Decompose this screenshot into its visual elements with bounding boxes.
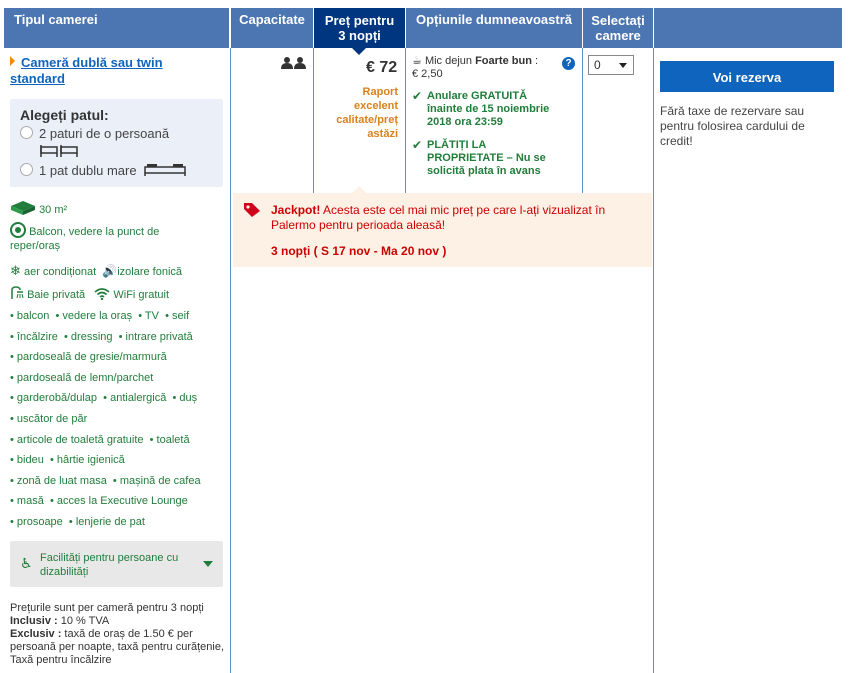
header-select-line2: camere: [595, 28, 641, 43]
room-name-link[interactable]: Cameră dublă sau twin standard: [10, 55, 163, 86]
amenity-row: • zonă de luat masa • mașină de cafea: [10, 474, 201, 487]
column-divider: [653, 48, 654, 673]
jackpot-nights: 3 nopți ( S 17 nov - Ma 20 nov ): [271, 244, 447, 258]
jackpot-pointer: [352, 186, 366, 193]
amenity-item: lenjerie de pat: [75, 516, 145, 528]
amenity-item: garderobă/dulap: [16, 392, 98, 405]
bed-option-double[interactable]: 1 pat dublu mare: [20, 163, 137, 178]
amenity-item: hârtie igienică: [56, 454, 125, 467]
bed-choice-title: Alegeți patul:: [20, 107, 109, 123]
radio-twin[interactable]: [20, 126, 33, 139]
amenity-item: zonă de luat masa: [16, 474, 107, 487]
shower-icon: [10, 286, 24, 300]
header-select-line1: Selectați: [591, 13, 645, 28]
room-climate: ❄ aer condiționat 🔊izolare fonică: [10, 263, 183, 278]
amenity-item: antialergică: [110, 392, 167, 405]
room-bath-wifi: Baie privată WiFi gratuit: [10, 286, 230, 302]
amenity-row: • uscător de păr: [10, 413, 88, 425]
wifi-icon: [94, 287, 110, 300]
header-reserve: [654, 8, 842, 48]
amenity-item: pardoseală de gresie/marmură: [16, 351, 167, 364]
wheelchair-icon: ♿: [20, 555, 33, 571]
header-select-rooms: [583, 8, 653, 48]
header-options: Opțiunile dumneavoastră: [406, 8, 582, 48]
amenity-row: • articole de toaletă gratuite • toaletă: [10, 433, 190, 446]
amenity-row: • încălzire • dressing • intrare privată: [10, 330, 193, 343]
amenity-item: mașină de cafea: [119, 474, 201, 487]
amenity-item: balcon: [16, 310, 50, 322]
amenity-item: acces la Executive Lounge: [56, 495, 188, 508]
breakfast-option: ☕ Mic dejun Foarte bun : € 2,50: [412, 55, 539, 80]
room-size: 30 m²: [10, 200, 230, 217]
twin-beds-icon: [40, 144, 80, 158]
help-icon[interactable]: ?: [562, 57, 575, 70]
header-price-pointer: [352, 48, 366, 55]
amenity-item: uscător de păr: [16, 413, 88, 425]
amenity-item: seif: [172, 310, 190, 322]
amenity-item: bideu: [16, 454, 44, 467]
column-divider: [230, 48, 231, 673]
header-price-line2: 3 nopți: [338, 28, 381, 43]
snowflake-icon: ❄: [10, 263, 21, 278]
expand-arrow-icon: [10, 56, 15, 66]
amenity-item: pardoseală de lemn/parchet: [16, 371, 154, 384]
speaker-icon: 🔊: [102, 264, 118, 278]
jackpot-banner: [233, 193, 652, 267]
double-bed-icon: [144, 163, 186, 177]
column-divider: [405, 48, 406, 193]
room-quantity-select[interactable]: 0: [588, 55, 634, 75]
room-view: Balcon, vedere la punct de reper/oraș: [10, 222, 230, 253]
amenity-item: încălzire: [16, 330, 58, 343]
jackpot-text: Jackpot! Acesta este cel mai mic preț pe care l-ați vizualizat în Palermo pentru perioada aleasă!: [271, 203, 606, 232]
amenity-row: • masă • acces la Executive Lounge: [10, 495, 188, 508]
amenity-row: • prosoape • lenjerie de pat: [10, 516, 145, 528]
amenity-item: dressing: [70, 330, 113, 343]
column-divider: [313, 48, 314, 193]
price-notes: Prețurile sunt per cameră pentru 3 nopți Inclusiv : 10 % TVA Exclusiv : taxă de oraș de 1.50 € per persoană per noapte, taxă pentru curățenie, Taxă pentru încălzire: [10, 602, 225, 666]
price-amount: € 72: [366, 59, 398, 76]
chevron-down-icon: [203, 561, 213, 567]
amenity-item: intrare privată: [125, 330, 193, 343]
eye-icon: [10, 222, 26, 238]
tag-icon: [243, 202, 261, 218]
amenity-row: • bideu • hârtie igienică: [10, 454, 125, 467]
amenity-item: vedere la oraș: [62, 310, 133, 322]
amenity-row: • balcon • vedere la oraș • TV • seif: [10, 310, 190, 322]
dropdown-arrow-icon: [619, 63, 627, 68]
size-icon: [10, 200, 36, 216]
value-badge: Raport excelent calitate/preț astăzi: [336, 86, 398, 140]
disability-facilities-toggle[interactable]: ♿ Facilități pentru persoane cu dizabilități: [10, 541, 223, 587]
header-price: [314, 8, 405, 48]
column-divider: [582, 48, 583, 193]
amenity-item: masă: [16, 495, 44, 508]
pay-at-property: ✔ PLĂTIȚI LA PROPRIETATE – Nu se solicită plata în avans: [412, 138, 546, 177]
amenity-item: duș: [179, 392, 198, 405]
amenity-row: • garderobă/dulap • antialergică • duș: [10, 392, 198, 405]
bed-option-twin[interactable]: 2 paturi de o persoană: [20, 126, 169, 141]
header-capacity: Capacitate: [231, 8, 313, 48]
amenity-row: • pardoseală de gresie/marmură: [10, 351, 167, 364]
check-icon: ✔: [412, 138, 423, 152]
header-price-line1: Preț pentru: [324, 13, 395, 28]
no-fee-note: Fără taxe de rezervare sau pentru folosirea cardului de credit!: [660, 104, 805, 148]
bed-choice-panel: [10, 99, 223, 187]
header-room-type: Tipul camerei: [4, 8, 229, 48]
reserve-button[interactable]: Voi rezerva: [660, 61, 834, 92]
amenity-row: • pardoseală de lemn/parchet: [10, 371, 154, 384]
amenity-item: articole de toaletă gratuite: [16, 433, 144, 446]
person-pair-icon: [281, 57, 307, 69]
free-cancellation: ✔ Anulare GRATUITĂ înainte de 15 noiembrie 2018 ora 23:59: [412, 89, 550, 128]
amenity-item: TV: [144, 310, 159, 322]
amenity-item: toaletă: [156, 433, 190, 446]
radio-double[interactable]: [20, 163, 33, 176]
amenity-item: prosoape: [16, 516, 63, 528]
check-icon: ✔: [412, 89, 423, 103]
coffee-icon: ☕: [412, 55, 422, 67]
